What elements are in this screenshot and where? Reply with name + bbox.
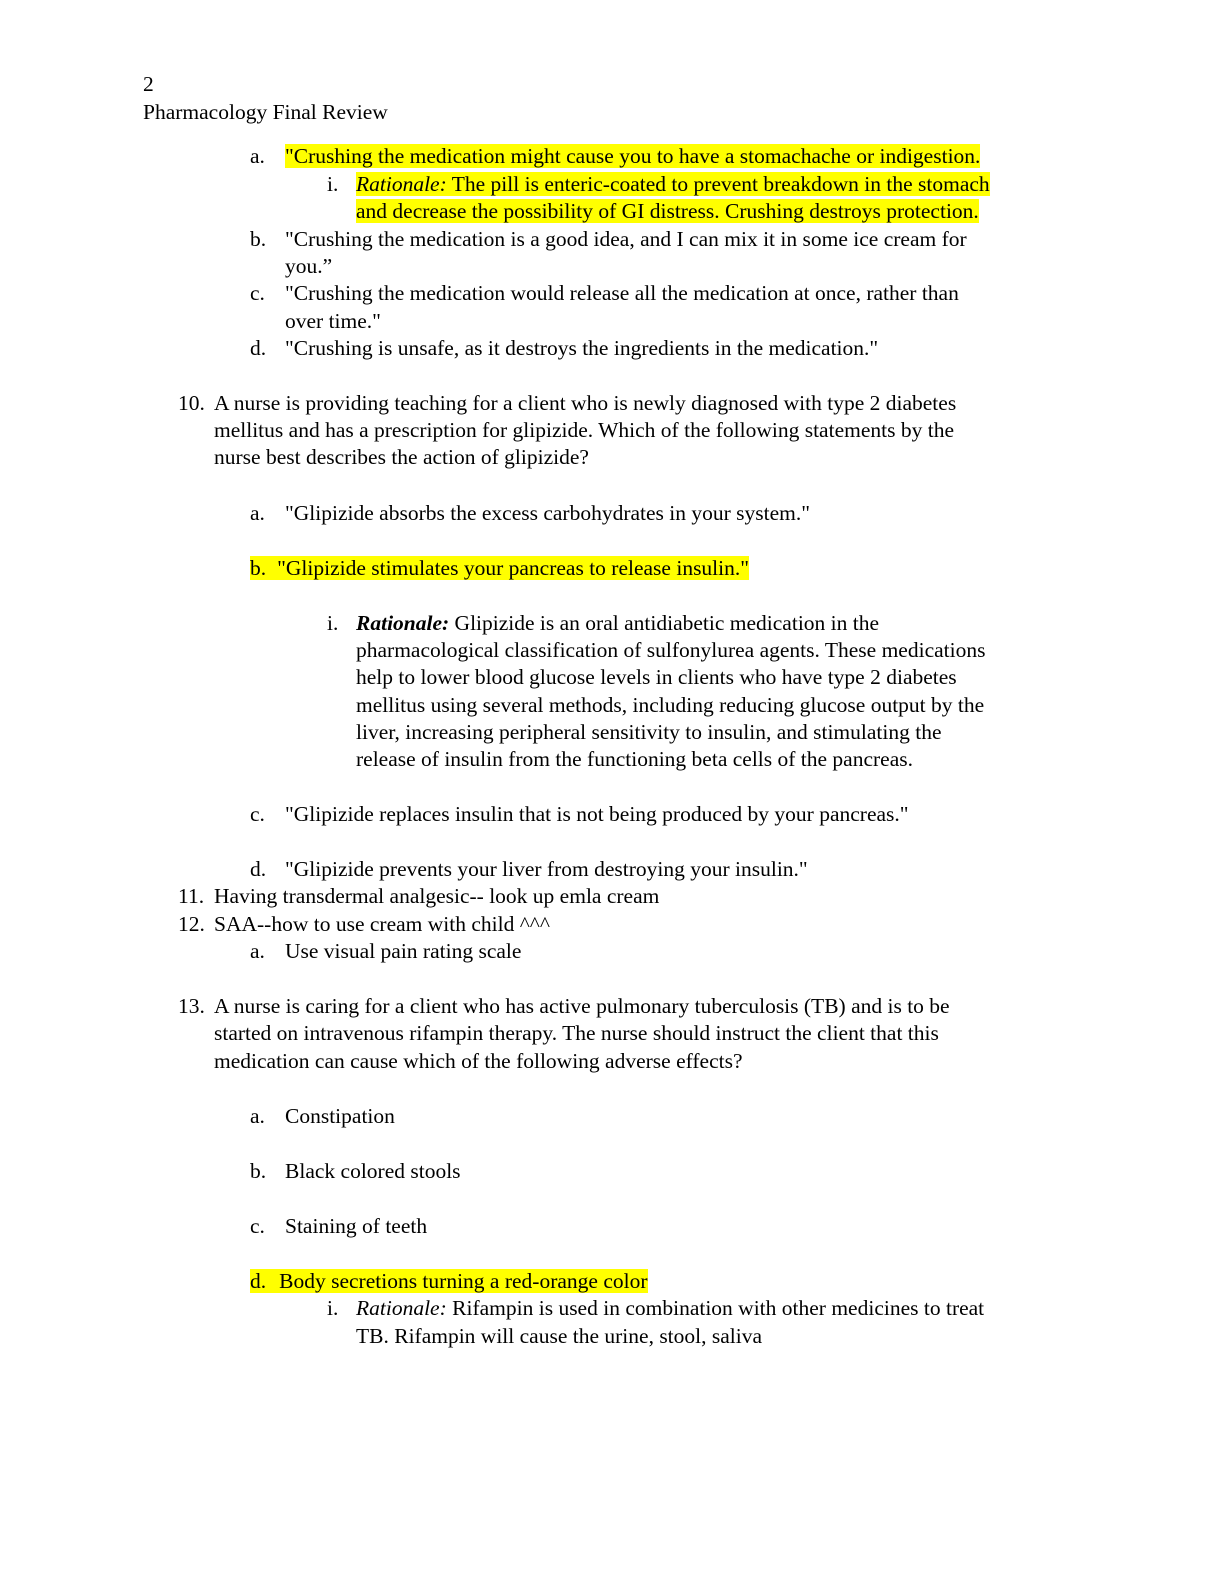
q9-option-c-marker: c. (250, 281, 265, 305)
q9-option-d-marker: d. (250, 336, 267, 360)
q12-option-a-text: Use visual pain rating scale (285, 939, 522, 963)
q12-text: SAA--how to use cream with child ^^^ (214, 912, 550, 936)
q10-rationale-line3: help to lower blood glucose levels in clients who have type 2 diabetes (356, 665, 957, 689)
q13-rationale-marker: i. (327, 1296, 339, 1320)
q9-rationale-line2: and decrease the possibility of GI distress. Crushing destroys protection. (356, 199, 979, 223)
q11-number: 11. (178, 884, 205, 908)
q10-rationale-marker: i. (327, 611, 339, 635)
q10-option-a-marker: a. (250, 501, 265, 525)
q10-option-b-marker: b. (250, 556, 267, 580)
q10-rationale-line5: liver, increasing peripheral sensitivity to insulin, and stimulating the (356, 720, 942, 744)
q10-rationale-line4: mellitus using several methods, including reducing glucose output by the (356, 693, 985, 717)
page-number: 2 (143, 72, 154, 96)
q13-option-b-text: Black colored stools (285, 1159, 461, 1183)
q10-number: 10. (178, 391, 205, 415)
q13-option-d (250, 1269, 648, 1293)
q9-option-b-line2: you.” (285, 254, 333, 278)
q9-option-a-marker: a. (250, 144, 265, 168)
q10-option-c-text: "Glipizide replaces insulin that is not being produced by your pancreas." (285, 802, 909, 826)
q9-rationale-marker: i. (327, 172, 339, 196)
q13-stem-line3: medication can cause which of the following adverse effects? (214, 1049, 743, 1073)
q13-rationale-line2: TB. Rifampin will cause the urine, stool, saliva (356, 1324, 763, 1348)
q9-option-d-text: "Crushing is unsafe, as it destroys the ingredients in the medication." (285, 336, 879, 360)
q13-option-b-marker: b. (250, 1159, 267, 1183)
q9-rationale-label: Rationale: (356, 172, 447, 196)
q9-option-b-marker: b. (250, 227, 267, 251)
q13-option-a-marker: a. (250, 1104, 265, 1128)
q13-number: 13. (178, 994, 205, 1018)
q10-option-c-marker: c. (250, 802, 265, 826)
q13-option-c-text: Staining of teeth (285, 1214, 428, 1238)
q10-option-b-text: "Glipizide stimulates your pancreas to release insulin." (277, 556, 750, 580)
q13-option-c-marker: c. (250, 1214, 265, 1238)
q10-rationale-line6: release of insulin from the functioning beta cells of the pancreas. (356, 747, 914, 771)
q10-option-a-text: "Glipizide absorbs the excess carbohydrates in your system." (285, 501, 811, 525)
q10-option-b (250, 556, 749, 580)
q13-option-d-marker: d. (250, 1269, 267, 1293)
q12-option-a-marker: a. (250, 939, 265, 963)
q9-rationale-line1: Rationale: The pill is enteric-coated to prevent breakdown in the stomach (356, 172, 990, 196)
q10-option-d-text: "Glipizide prevents your liver from destroying your insulin." (285, 857, 808, 881)
q10-rationale-line2: pharmacological classification of sulfonylurea agents. These medications (356, 638, 986, 662)
q12-number: 12. (178, 912, 205, 936)
q9-option-b-line1: "Crushing the medication is a good idea, and I can mix it in some ice cream for (285, 227, 967, 251)
q13-option-d-text: Body secretions turning a red-orange color (279, 1269, 648, 1293)
q13-stem-line1: A nurse is caring for a client who has active pulmonary tuberculosis (TB) and is to be (214, 994, 950, 1018)
q13-option-a-text: Constipation (285, 1104, 395, 1128)
q13-rationale-label: Rationale: (356, 1296, 447, 1320)
q9-option-c-line2: over time." (285, 309, 381, 333)
q10-option-d-marker: d. (250, 857, 267, 881)
q11-text: Having transdermal analgesic-- look up emla cream (214, 884, 660, 908)
q10-stem-line2: mellitus and has a prescription for glipizide. Which of the following statements by the (214, 418, 954, 442)
q9-option-a-text: "Crushing the medication might cause you to have a stomachache or indigestion. (285, 144, 981, 168)
q10-stem-line1: A nurse is providing teaching for a client who is newly diagnosed with type 2 diabetes (214, 391, 957, 415)
page-title: Pharmacology Final Review (143, 100, 388, 124)
q10-stem-line3: nurse best describes the action of glipizide? (214, 445, 589, 469)
q13-rationale-line1: Rationale: Rifampin is used in combination with other medicines to treat (356, 1296, 985, 1320)
q13-stem-line2: started on intravenous rifampin therapy. The nurse should instruct the client that this (214, 1021, 939, 1045)
q9-option-c-line1: "Crushing the medication would release all the medication at once, rather than (285, 281, 959, 305)
q10-rationale-label: Rationale: (356, 611, 450, 635)
q10-rationale-line1: Rationale: Glipizide is an oral antidiabetic medication in the (356, 611, 880, 635)
